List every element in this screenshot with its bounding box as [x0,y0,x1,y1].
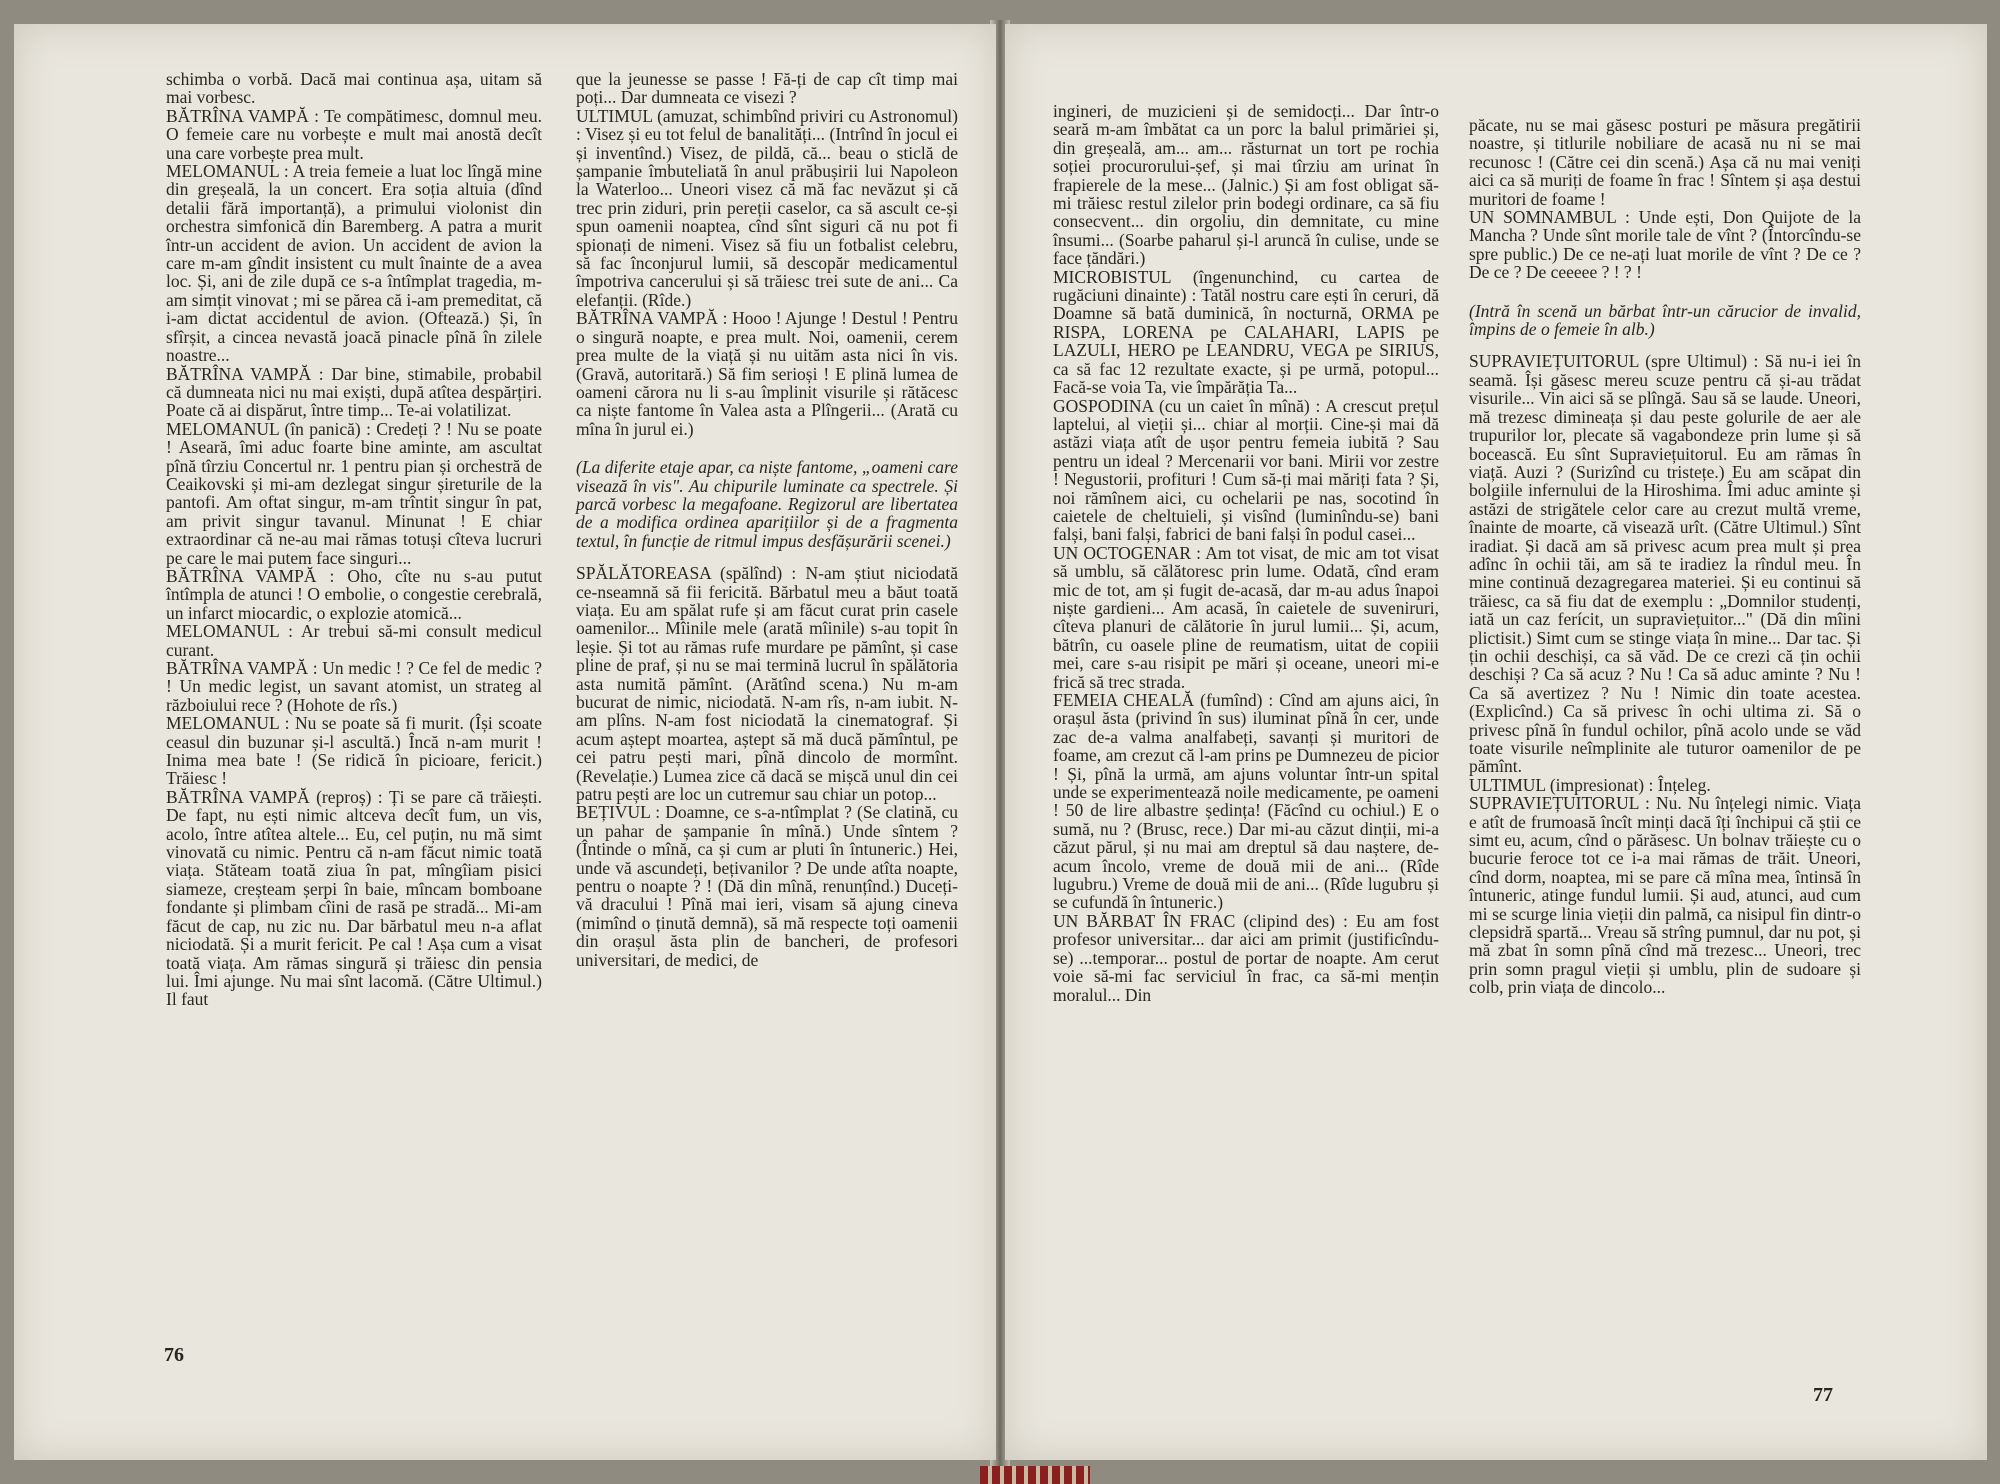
dialogue-paragraph: MICROBISTUL (îngenunchind, cu cartea de rugăciuni dinainte) : Tatăl nostru care ești în ceruri, dă Doamne să bată duminică, în nocturnă, ORMA pe RISPA, LORENA pe CALAHARI, LAPIS pe LAZULI, HERO pe LEANDRU, VEGA pe SIRIUS, ca să fac 12 rezultate exacte, și pe urmă, potopul... Facă-se voia Ta, vie împărăția Ta... [1053,266,1439,398]
book-spine-edge [980,1466,1090,1484]
dialogue-paragraph: BĂTRÎNA VAMPĂ : Oho, cîte nu s-au putut întîmpla de atunci ! O embolie, o congestie cerebrală, un infarct miocardic, o explozie atomică... [166,565,542,623]
dialogue-paragraph: SUPRAVIEȚUITORUL (spre Ultimul) : Să nu-i iei în seamă. Își găsesc mereu scuze pentru că și-au trădat visurile... Vin aici să se plîngă. Sau să se laude. Uneori, mă trezesc dimineața și dau peste golurile de aer ale trupurilor lor, plecate să vagabondeze prin lume și să bocească. Eu sînt Supraviețuitorul. Eu am rămas în viață. Auzi ? (Surizînd cu tristețe.) Eu am scăpat din bolgiile infernului de la Hiroshima. Îmi aduc aminte și astăzi de strigătele celor care au crezut multă vreme, înainte de moarte, că visează urît. (Către Ultimul.) Sînt iradiat. Și dacă am să privesc acum prea mult și prea adînc în ochii tăi, am să te iradiez la rîndul meu. În mine continuă dezagregarea materiei. Și eu continui să trăiesc, ca să fiu dat de exemplu : „Domnilor studenți, iată un caz ferícit, un supraviețuitor..." (Dă din mîini plictisit.) Simt cum se stinge viața în mine... Dar tac. Și țin ochii deschiși, ca să văd. De ce crezi că țin ochii deschiși ? Ca să acuz ? Nu ! Ca să aduc aminte ? Nu ! Ca să avertizez ? Nu ! Nimic din toate acestea. (Explicînd.) Ca să privesc în ochi ultima zi. Să o privesc pînă în fundul ochilor, pînă acolo unde se văd toate visurile neîmplinite ale tuturor oamenilor de pe pămînt. [1469,351,1861,777]
dialogue-paragraph: UN OCTOGENAR : Am tot visat, de mic am tot visat să umblu, să călătoresc prin lume. Odată, cînd eram mic de tot, am și fugit de-acasă, dar m-au adus înapoi niște gardieni... Am acasă, în caietele de suveniruri, cîteva planuri de călătorie în jurul lumii... Și, acum, bătrîn, cu oasele pline de reumatism, uitat de copiii mei, care s-au risipit pe mări și oceane, uneori mi-e frică să trec strada. [1053,542,1439,692]
dialogue-paragraph: ULTIMUL (impresionat) : Înțeleg. [1469,774,1711,795]
dialogue-paragraph: BĂTRÎNA VAMPĂ : Dar bine, stimabile, probabil că dumneata nici nu mai exiști, după atîtea despărțiri. Poate că ai dispărut, între timp... Te-ai volatilizat. [166,363,542,421]
stage-direction: (Intră în scenă un bărbat într-un cărucior de invalid, împins de o femeie în alb.) [1469,300,1861,340]
right-page [1005,24,1987,1460]
dialogue-paragraph: MELOMANUL : Nu se poate să fi murit. (Își scoate ceasul din buzunar și-l ascultă.) Încă n-am murit ! Inima mea bate ! (Se ridică în picioare, fericit.) Trăiesc ! [166,713,542,789]
dialogue-paragraph: GOSPODINA (cu un caiet în mînă) : A crescut prețul laptelui, al vieții și... chiar al morții. Cine-și mai dă astăzi viața atît de ușor pentru femeia iubită ? Sau pentru un ideal ? Mercenarii vor bani. Mirii vor zestre ! Negustorii, profituri ! Cum să-ți mai măriți fata ? Și, noi rămînem aici, cu ochelarii pe nas, socotind în caietele de cheltuieli, și visînd (luminîndu-se) bani falși, bani falși, fabrici de bani falși în podul casei... [1053,395,1439,545]
dialogue-paragraph: FEMEIA CHEALĂ (fumînd) : Cînd am ajuns aici, în orașul ăsta (privind în sus) iluminat pînă în cer, unde zac de-a valma analfabeți, savanți și muritori de foame, am crezut că l-am prins pe Dumnezeu de picior ! Și, pînă la urmă, am ajuns voluntar într-un spital unde se experimentează noile medicamente, pe oameni ! 50 de lire albastre ședința! (Făcînd cu ochiul.) E o sumă, nu ? (Brusc, rece.) Dar mi-au căzut dinții, mi-a căzut părul, și nu mai am dreptul să dau naștere, de-acum încolo, vreme de două mii de ani... (Rîde lugubru.) Vreme de două mii de ani... (Rîde lugubru și se cufundă în întuneric.) [1053,690,1439,913]
dialogue-paragraph: ingineri, de muzicieni și de semidocți... Dar într-o seară m-am îmbătat ca un porc la balul primăriei și, din greșeală, am... am... răsturnat un tort pe rochia soției procurorului-șef, și mai tîrziu am urinat în frapierele de la mese... (Jalnic.) Și am fost obligat să-mi trăiesc restul zilelor prin bodegi ordinare, ca să fiu consecvent... din orgoliu, din demnitate, cu mine însumi... (Soarbe paharul și-l aruncă în culise, unde se face țăndări.) [1053,101,1439,269]
dialogue-paragraph: MELOMANUL (în panică) : Credeți ? ! Nu se poate ! Aseară, îmi aduc foarte bine aminte, am ascultat pînă tîrziu Concertul nr. 1 pentru pian și orchestră de Ceaikovski și mi-am dezlegat singur șireturile de la pantofi. Am oftat singur, m-am trîntit singur în pat, am privit singur tavanul. Minunat ! E chiar extraordinar că ne-au mai rămas totuși cîteva lucruri pe care le mai putem face singuri... [166,418,542,568]
dialogue-paragraph: BĂTRÎNA VAMPĂ (reproș) : Ți se pare că trăiești. De fapt, nu ești nimic altceva decît fum, un vis, acolo, între atîtea altele... Eu, cel puțin, nu mă simt vinovată cu nimic. Pentru că n-am făcut nimic toată viața. Stăteam toată ziua în pat, mîngîiam pisici siameze, creșteam șerpi în baie, mîncam bomboane fondante și plimbam cîini de rasă pe stradă... Mi-am făcut de cap, nu zic nu. Dar bărbatul meu n-a aflat niciodată. Și a murit fericit. Pe cal ! Așa cum a visat toată viața. Am rămas singură și trăiesc din pensia lui. Îmi ajunge. Nu mai sînt lacomă. (Către Ultimul.) Il faut [166,786,542,1010]
dialogue-paragraph: UN BĂRBAT ÎN FRAC (clipind des) : Eu am fost profesor universitar... dar aici am primit (justificîndu-se) ...temporar... postul de portar de noapte. Am cerut voie să-mi fac serviciul în frac, ca să-mi mențin moralul... Din [1053,910,1439,1005]
dialogue-paragraph: ULTIMUL (amuzat, schimbînd priviri cu Astronomul) : Visez și eu tot felul de banalități... (Intrînd în jocul ei și inventînd.) Visez, de pildă, că... beau o sticlă de șampanie îmbuteliată în anul prăbușirii lui Napoleon la Waterloo... Uneori visez că mă fac nevăzut și că trec prin ziduri, prin pereții caselor, ca să ascult ce-și spun oamenii noaptea, cînd sînt siguri că nu pot fi spionați de nimeni. Visez să fiu un fotbalist celebru, să fac înconjurul lumii, să descopăr medicamentul împotriva cancerului și să trăiesc trei sute de ani... Ca elefanții. (Rîde.) [576,105,958,310]
dialogue-paragraph: UN SOMNAMBUL : Unde ești, Don Quijote de la Mancha ? Unde sînt morile tale de vînt ? (Întorcîndu-se spre public.) De ce ne-ați luat morile de vînt ? De ce ? De ce ? De ceeeee ? ! ? ! [1469,207,1861,283]
left-page [14,24,996,1460]
dialogue-paragraph: schimba o vorbă. Dacă mai continua așa, uitam să mai vorbesc. [166,69,542,108]
right-page-column-1 [1053,102,1439,1004]
dialogue-paragraph: SPĂLĂTOREASA (spălînd) : N-am știut niciodată ce-nseamnă să fii fericită. Bărbatul meu a băut toată viața. Eu am spălat rufe și am făcut curat prin casele oamenilor... Mîinile mele (arată mîinile) s-au topit în leșie. Și tot au rămas rufe murdare pe pămînt, și case pline de praf, și nu se mai termină lucrul în spălătoria asta numită pămînt. (Arătînd scena.) Nu m-am bucurat de nimic, niciodată. N-am rîs, n-am iubit. N-am plîns. N-am fost niciodată la cinematograf. Și acum aștept moartea, aștept să mă ducă pămîntul, pe cei patru pești mari, pînă dincolo de mormînt. (Revelație.) Lumea zice că dacă se mișcă unul din cei patru pești are loc un cutremur sau chiar un potop... [576,563,958,805]
left-page-column-1 [166,70,542,1009]
right-page-column-2 [1469,116,1861,997]
dialogue-paragraph: BĂTRÎNA VAMPĂ : Un medic ! ? Ce fel de medic ? ! Un medic legist, un savant atomist, un strateg al războiului rece ? (Hohote de rîs.) [166,658,542,715]
dialogue-paragraph: BEȚIVUL : Doamne, ce s-a-ntîmplat ? (Se clatină, cu un pahar de șampanie în mînă.) Unde sîntem ? (Întinde o mînă, ca și cum ar pluti în întuneric.) Hei, unde vă ascundeți, bețivanilor ? De unde atîta noapte, pentru o noapte ? ! (Dă din mînă, renunțînd.) Duceți-vă dracului ! Pînă mai ieri, visam să ajung cineva (mimînd o ținută demnă), să mă respecte toți oamenii din orașul ăsta plin de bancheri, de profesori universitari, de medici, de [576,802,958,970]
page-number-right: 77 [1813,1384,1833,1406]
dialogue-paragraph: que la jeunesse se passe ! Fă-ți de cap cît timp mai poți... Dar dumneata ce visezi ? [576,69,958,108]
dialogue-paragraph: MELOMANUL : Ar trebui să-mi consult medicul curant. [166,621,542,660]
dialogue-paragraph: BĂTRÎNA VAMPĂ : Hooo ! Ajunge ! Destul ! Pentru o singură noapte, e prea mult. Noi, oamenii, cerem prea multe de la viață și nu uităm asta nici în vis. (Gravă, autoritară.) Să fim serioși ! E plină lumea de oameni cărora nu li s-au împlinit visurile și rătăcesc ca niște fantome în Valea asta a Plîngerii... (Arată cu mîna în jurul ei.) [576,308,958,439]
page-number-left: 76 [164,1344,184,1366]
stage-direction: (La diferite etaje apar, ca niște fantome, „oameni care visează în vis". Au chipurile luminate ca spectrele. Și parcă vorbesc la megafoane. Regizorul are libertatea de a modifica ordinea aparițiilor și de a fragmenta textul, în funcție de ritmul impus desfășurării scenei.) [576,457,958,551]
dialogue-paragraph: BĂTRÎNA VAMPĂ : Te compătimesc, domnul meu. O femeie care nu vorbește e mult mai anostă decît una care vorbește prea mult. [166,105,542,163]
dialogue-paragraph: SUPRAVIEȚUITORUL : Nu. Nu înțelegi nimic. Viața e atît de frumoasă încît minți dacă îți închipui că știi ce simt eu, acum, cînd o părăsesc. Un bolnav trăiește cu o bucurie feroce tot ce i-a mai rămas de trăit. Uneori, cînd dorm, noaptea, mi se pare că mîna mea, întinsă în întuneric, atinge fundul lumii. Și aud, atunci, aud cum mi se scurge linia vieții din palmă, ca nisipul fin dintr-o clepsidră spartă... Vreau să strîng pumnul, dar nu pot, și mă zbat în somn pînă cînd mă trezesc... Uneori, trec prin somn pragul vieții și umblu, plin de sudoare și colb, prin viața de dincolo... [1469,793,1861,998]
left-page-column-2 [576,70,958,969]
dialogue-paragraph: păcate, nu se mai găsesc posturi pe măsura pregătirii noastre, și titlurile nobiliare de acasă nu ni se mai recunosc ! (Către cei din scenă.) Așa că nu mai veniți aici ca să muriți de foame în frac ! Sîntem și așa destui muritori de foame ! [1469,115,1861,209]
dialogue-paragraph: MELOMANUL : A treia femeie a luat loc lîngă mine din greșeală, la un concert. Era soția altuia (dînd detalii fără importanță), a primului violonist din orchestra simfonică din Baremberg. A patra a murit într-un accident de avion. Un accident de avion la care m-am gîndit insistent cu mult înainte de a avea loc. Și, ani de zile după ce s-a întîmplat tragedia, m-am simțit vinovat ; mi se părea că i-am premeditat, că i-am dictat accidentul de avion. (Oftează.) Și, în sfîrșit, a cincea nevastă joacă pinacle pînă în zilele noastre... [166,161,542,366]
